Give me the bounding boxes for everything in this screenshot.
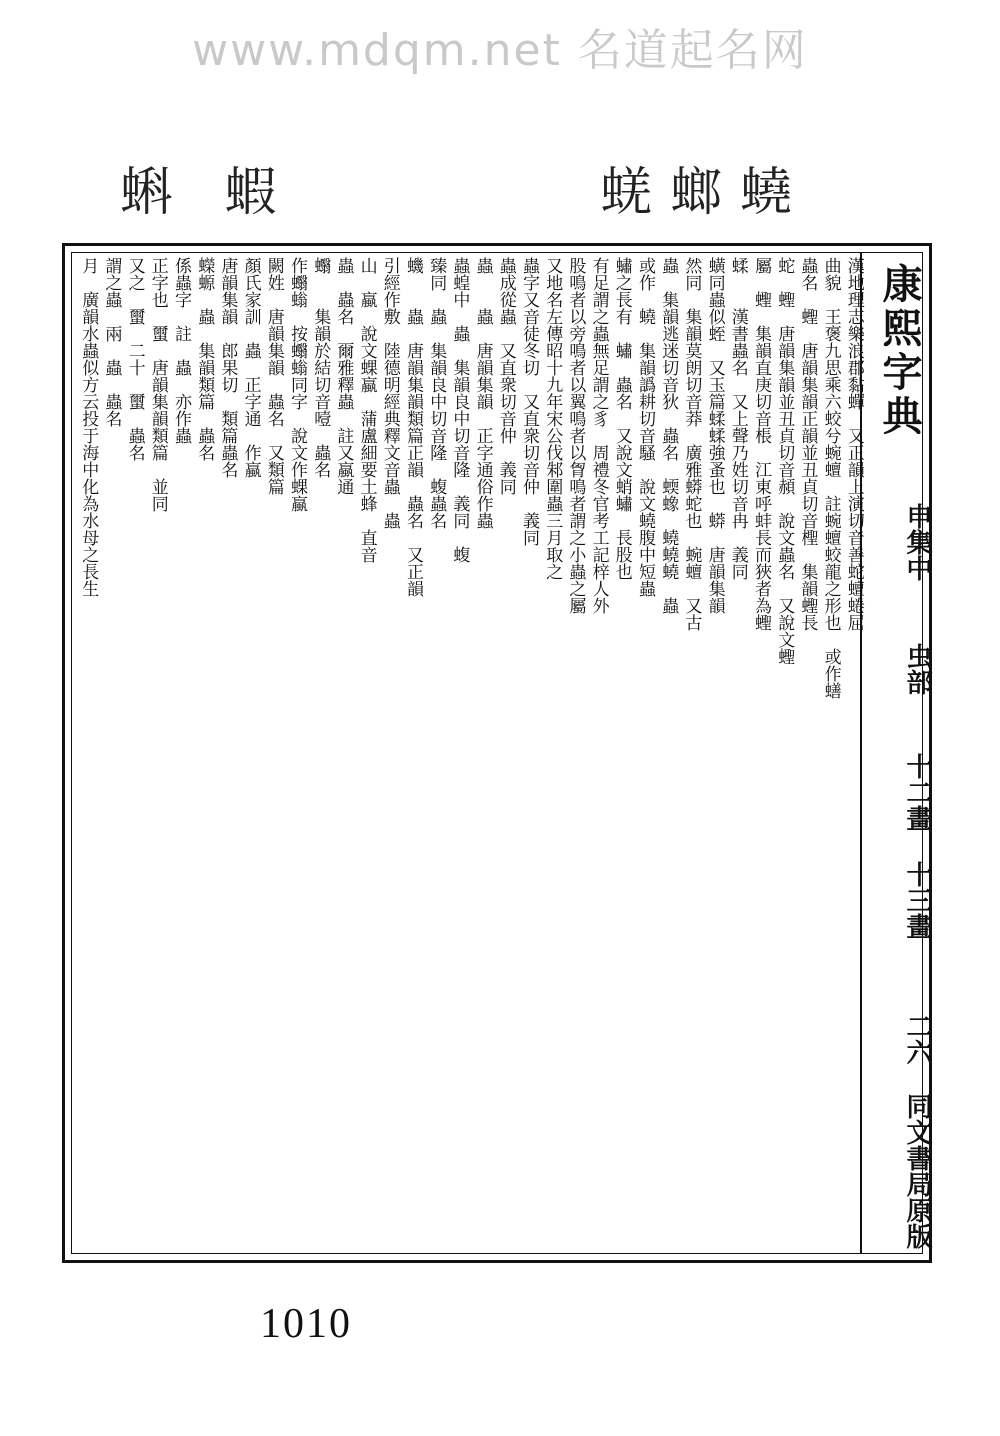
stroke-count-label: 十二畫 十三畫	[902, 753, 932, 939]
text-column: 蟲字又音徒冬切 又直衆切音仲 義同	[519, 257, 539, 546]
text-column: 又之 蠒 二十 蠒 蟲名	[124, 257, 145, 461]
text-column: 蟲 蟲 唐韻集韻 正字通俗作蟲	[472, 257, 493, 529]
text-column: 係蟲字 註 蟲 亦作蟲	[171, 257, 191, 444]
text-column: 然同 集韻莫朗切音莽 廣雅蟒蛇也 蜿蟺 又古	[681, 257, 702, 631]
text-column: 蟲 集韻逃迷切音狄 蟲名 蝡蟓 蟯蟯蟯 蟲	[658, 257, 679, 614]
watermark: www.mdqm.net 名道起名网	[192, 25, 808, 76]
publisher-label: 同文書局原版	[902, 1093, 932, 1249]
text-column: 蟲蝗中 蟲 集韻良中切音隆 義同 蝮	[449, 257, 470, 563]
seal-script-right: 蜣螂蟯	[600, 163, 811, 223]
header-column	[860, 253, 932, 1253]
text-column: 蝚 漢書蟲名 又上聲乃姓切音冉 義同	[727, 257, 748, 580]
text-column: 顏氏家訓 蟲 正字通 作蠃	[240, 257, 261, 478]
section-label: 申集中	[902, 503, 932, 581]
page-frame-inner	[71, 252, 932, 1254]
text-column: 月 廣韻水蟲似方云投于海中化為水母之長生	[78, 257, 99, 597]
text-column: 蟲名 蟶 唐韻集韻正韻並丑貞切音檉 集韻蟶長	[797, 257, 818, 631]
text-column: 蠑螈 蟲 集韻類篇 蟲名	[194, 257, 215, 461]
text-column: 股鳴者以旁鳴者以翼鳴者以胷鳴者謂之小蟲之屬	[565, 257, 586, 614]
seal-script-left: 蝌 蝦	[120, 163, 295, 223]
text-column: 蟲成從蟲 又直衆切音仲 義同	[495, 257, 516, 495]
text-column: 正字也 蠒 唐韻集韻類篇 並同	[147, 257, 168, 512]
text-column: 山 蠃 說文蜾蠃 蒲盧細要土蜂 直音	[356, 257, 377, 563]
text-column: 蠮 集韻於結切音噎 蟲名	[310, 257, 331, 478]
text-column: 引經作敷 陸德明經典釋文音蟲 蟲	[379, 257, 400, 529]
text-column: 蟥同蟲似蛭 又玉篇蝚蝚強蚤也 蟒 唐韻集韻	[704, 257, 725, 614]
page-frame	[62, 243, 932, 1263]
text-column: 臻同 蟲 集韻良中切音隆 蝮蟲名	[426, 257, 447, 529]
page-number: 1010	[260, 1301, 352, 1347]
text-column: 有足謂之蟲無足謂之豸 周禮冬官考工記梓人外	[588, 257, 609, 614]
text-column: 又地名左傳昭十九年宋公伐邾圍蟲三月取之	[542, 257, 563, 580]
text-column: 蟣 蟲 唐韻集韻類篇正韻 蟲名 又正韻	[403, 257, 423, 597]
text-column: 蛇 蟶 唐韻集韻並丑貞切音頳 說文蟲名 又說文蟶	[774, 257, 795, 665]
text-column: 或作 蟯 集韻譌耕切音騷 說文蟯腹中短蟲	[635, 257, 655, 597]
text-column: 蟰之長有 蟰 蟲名 又說文蛸蟰 長股也	[611, 257, 632, 580]
radical-label: 虫部	[902, 643, 932, 695]
text-column: 漢地理志樂浪郡黏蟬 又正韻上演切音善蛇蟺蜷屈	[843, 257, 864, 631]
text-column: 蟲 蟲名 爾雅釋蟲 註又蠃通	[333, 257, 354, 495]
text-column: 唐韻集韻 郎果切 類篇蟲名	[217, 257, 238, 478]
text-column: 闕姓 唐韻集韻 蟲名 又類篇	[263, 257, 284, 495]
text-column: 謂之蟲 兩 蟲 蟲名	[101, 257, 122, 427]
dictionary-title: 康熙字典	[876, 263, 923, 439]
text-column: 曲貌 王褒九思乘六蛟兮蜿蟺 註蜿蟺蛟龍之形也 或作蟮	[820, 257, 841, 699]
text-column: 屬 蟶 集韻直庚切音棖 江東呼蚌長而狹者為蟶	[751, 257, 771, 631]
text-body	[76, 257, 864, 1249]
folio-label: 二六	[902, 1013, 932, 1065]
text-column: 作蠮螉 按蠮螉同字 說文作蜾蠃	[287, 257, 307, 512]
